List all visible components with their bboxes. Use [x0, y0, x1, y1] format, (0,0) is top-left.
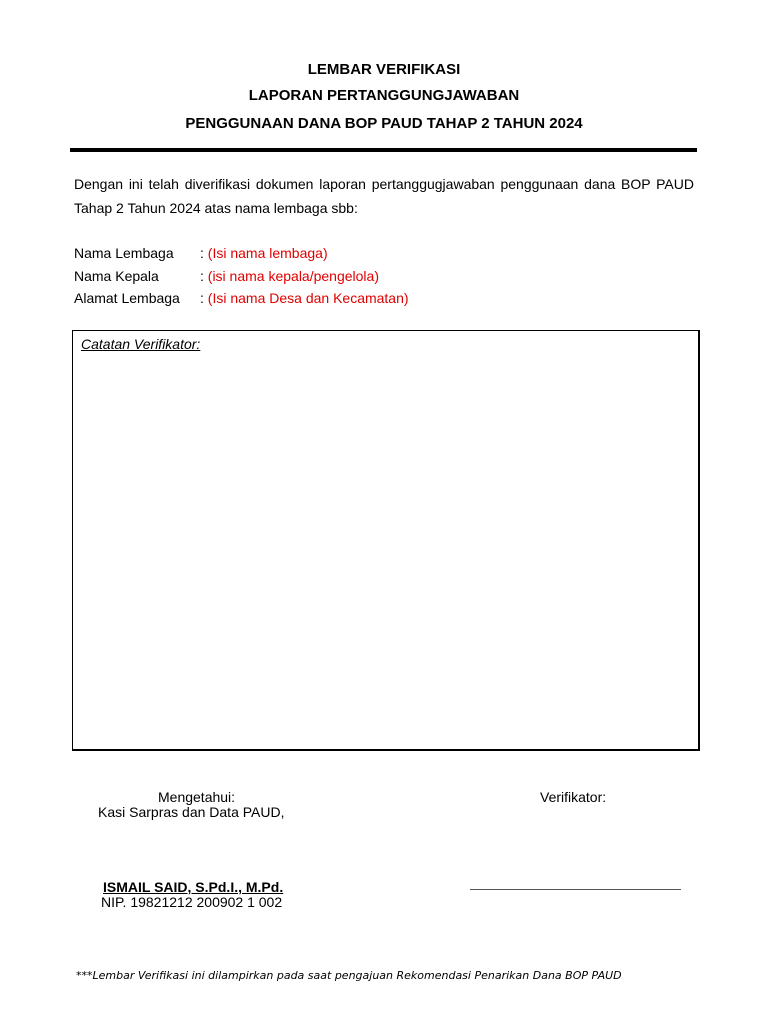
signer-nip: NIP. 19821212 200902 1 002 [101, 894, 283, 910]
field-nama-lembaga [74, 245, 328, 261]
field-label: Nama Lembaga [74, 245, 174, 261]
field-separator: : [200, 245, 204, 261]
field-nama-kepala [74, 268, 379, 284]
field-separator: : [200, 290, 204, 306]
field-label: Alamat Lembaga [74, 290, 180, 306]
field-value-placeholder: (Isi nama Desa dan Kecamatan) [207, 290, 409, 306]
intro-paragraph: Dengan ini telah diverifikasi dokumen laporan pertanggugjawaban penggunaan dana BOP PAUD Tahap 2 Tahun 2024 atas nama lembaga sbb: [74, 176, 694, 216]
doc-title-line-3: PENGGUNAAN DANA BOP PAUD TAHAP 2 TAHUN 2024 [185, 115, 583, 132]
signer-role: Kasi Sarpras dan Data PAUD, [98, 804, 285, 820]
doc-title-line-1: LEMBAR VERIFIKASI [307, 61, 461, 78]
verifier-signature-line [470, 889, 681, 890]
verifier-notes-label: Catatan Verifikator: [81, 336, 201, 352]
signer-name: ISMAIL SAID, S.Pd.I., M.Pd. [103, 879, 284, 895]
field-alamat-lembaga [74, 290, 409, 306]
verifier-notes-box[interactable] [72, 330, 700, 751]
acknowledged-heading: Mengetahui: [158, 789, 236, 805]
doc-title-line-2: LAPORAN PERTANGGUNGJAWABAN [248, 87, 520, 104]
field-value-placeholder: (isi nama kepala/pengelola) [207, 268, 379, 284]
field-value-placeholder: (Isi nama lembaga) [207, 245, 328, 261]
footnote: ***Lembar Verifikasi ini dilampirkan pada saat pengajuan Rekomendasi Penarikan Dana BOP PAUD [76, 969, 622, 982]
verifier-heading: Verifikator: [540, 789, 607, 805]
header-divider [70, 148, 697, 152]
field-separator: : [200, 268, 204, 284]
field-label: Nama Kepala [74, 268, 159, 284]
